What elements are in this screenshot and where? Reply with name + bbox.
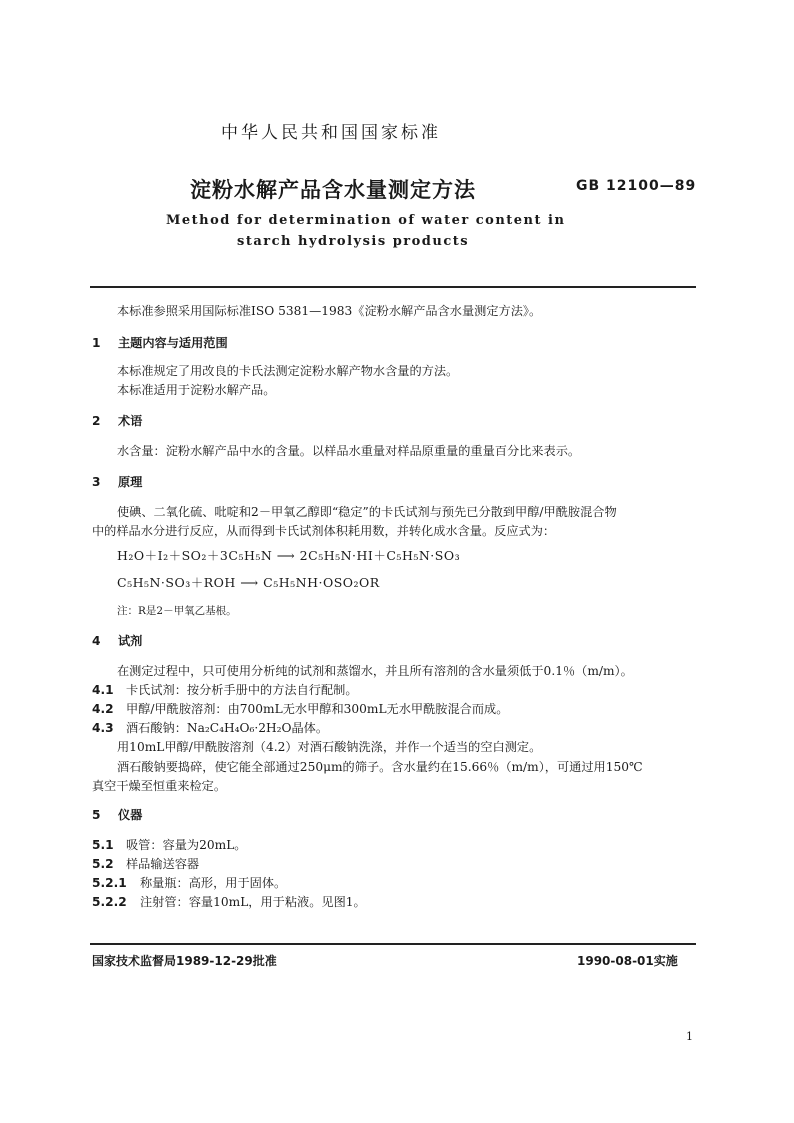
item-number: 5.2	[92, 857, 114, 871]
section-number: 4	[92, 634, 101, 648]
standard-org-header: 中华人民共和国国家标准	[221, 123, 441, 143]
english-title-line-2: starch hydrolysis products	[237, 234, 470, 249]
section-2-paragraph-1: 水含量：淀粉水解产品中水的含量。以样品水重量对样品原重量的重量百分比来表示。	[117, 444, 581, 458]
reaction-equation-1: H₂O＋I₂＋SO₂＋3C₅H₅N ⟶ 2C₅H₅N·HI＋C₅H₅N·SO₃	[117, 548, 461, 563]
section-3-paragraph-line-2: 中的样品水分进行反应，从而得到卡氏试剂体积耗用数，并转化成水含量。反应式为：	[92, 524, 556, 538]
section-1-paragraph-2: 本标准适用于淀粉水解产品。	[117, 383, 276, 397]
document-title: 淀粉水解产品含水量测定方法	[190, 177, 476, 202]
item-text: 称量瓶：高形，用于固体。	[140, 876, 287, 890]
item-4-3-paragraph-1: 用10mL甲醇/甲酰胺溶剂（4.2）对酒石酸钠洗涤，并作一个适当的空白测定。	[117, 740, 542, 754]
item-number: 4.2	[92, 702, 114, 716]
page-number: 1	[686, 1030, 693, 1043]
section-title: 主题内容与适用范围	[118, 336, 228, 350]
item-text: 甲醇/甲酰胺溶剂：由700mL无水甲醇和300mL无水甲酰胺混合而成。	[126, 702, 509, 716]
section-number: 1	[92, 336, 101, 350]
section-3-heading	[92, 473, 142, 490]
intro-paragraph: 本标准参照采用国际标准ISO 5381—1983《淀粉水解产品含水量测定方法》。	[117, 304, 542, 318]
item-number: 4.1	[92, 683, 114, 697]
header-divider	[90, 286, 696, 288]
section-title: 原理	[118, 475, 143, 489]
english-title-line-1: Method for determination of water content in	[166, 213, 566, 228]
section-number: 5	[92, 808, 101, 822]
item-5-2	[92, 855, 199, 872]
section-title: 仪器	[118, 808, 143, 822]
item-5-2-2	[92, 893, 366, 910]
item-text: 酒石酸钠：Na₂C₄H₄O₆·2H₂O晶体。	[126, 721, 329, 735]
section-3-note: 注：R是2－甲氧乙基根。	[117, 605, 237, 617]
reaction-equation-2: C₅H₅N·SO₃＋ROH ⟶ C₅H₅NH·OSO₂OR	[117, 575, 380, 590]
standard-code: GB 12100—89	[576, 178, 697, 194]
item-text: 吸管：容量为20mL。	[126, 838, 247, 852]
item-number: 5.2.1	[92, 876, 127, 890]
item-4-3-paragraph-2-line-2: 真空干燥至恒重来检定。	[92, 779, 227, 793]
item-text: 卡氏试剂：按分析手册中的方法自行配制。	[126, 683, 358, 697]
section-title: 术语	[118, 414, 143, 428]
section-2-heading	[92, 412, 142, 429]
section-number: 3	[92, 475, 101, 489]
section-3-paragraph-line-1: 使碘、二氧化硫、吡啶和2－甲氧乙醇即“稳定”的卡氏试剂与预先已分散到甲醇/甲酰胺混合物	[117, 505, 617, 519]
item-text: 样品输送容器	[126, 857, 200, 871]
section-4-paragraph-1: 在测定过程中，只可使用分析纯的试剂和蒸馏水，并且所有溶剂的含水量须低于0.1％（m/m）。	[117, 664, 633, 678]
item-number: 4.3	[92, 721, 114, 735]
section-number: 2	[92, 414, 101, 428]
item-number: 5.2.2	[92, 895, 127, 909]
item-4-1	[92, 681, 358, 698]
item-5-1	[92, 836, 246, 853]
section-1-heading	[92, 334, 228, 351]
item-5-2-1	[92, 874, 286, 891]
item-4-3	[92, 719, 328, 736]
item-number: 5.1	[92, 838, 114, 852]
item-4-2	[92, 700, 508, 717]
section-title: 试剂	[118, 634, 143, 648]
item-text: 注射管：容量10mL，用于粘液。见图1。	[140, 895, 366, 909]
item-4-3-paragraph-2-line-1: 酒石酸钠要捣碎，使它能全部通过250μm的筛子。含水量约在15.66％（m/m），可通过用150℃	[117, 760, 643, 774]
section-1-paragraph-1: 本标准规定了用改良的卡氏法测定淀粉水解产物水含量的方法。	[117, 364, 459, 378]
section-4-heading	[92, 632, 142, 649]
effective-date: 1990-08-01实施	[577, 954, 678, 968]
footer-divider	[90, 943, 696, 945]
section-5-heading	[92, 806, 142, 823]
approval-date: 国家技术监督局1989-12-29批准	[92, 954, 277, 968]
